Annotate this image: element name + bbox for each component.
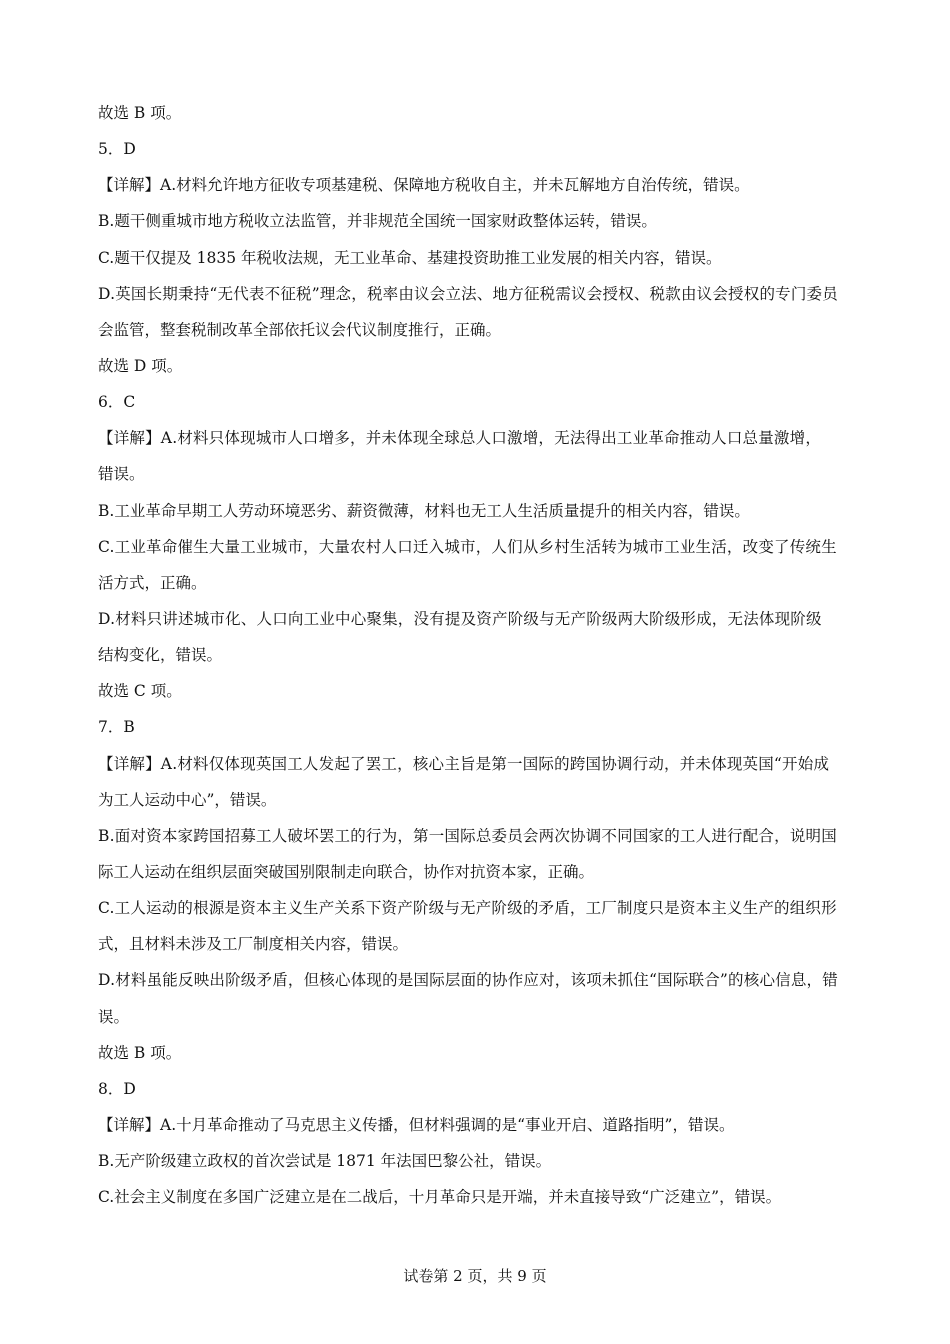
- question-answer-8: 8．D: [98, 1079, 136, 1098]
- text-line: C.工人运动的根源是资本主义生产关系下资产阶级与无产阶级的矛盾，工厂制度只是资本主义生产的组织形: [98, 899, 837, 918]
- text-line: 结构变化，错误。: [98, 646, 223, 665]
- text-line: 误。: [98, 1007, 130, 1026]
- text-line: 错误。: [98, 465, 145, 484]
- text-line: D.材料只讲述城市化、人口向工业中心聚集，没有提及资产阶级与无产阶级两大阶级形成，无法体现阶级: [98, 609, 822, 628]
- text-line: C.工业革命催生大量工业城市，大量农村人口迁入城市，人们从乡村生活转为城市工业生活，改变了传统生: [98, 537, 837, 556]
- question-answer-5: 5．D: [98, 140, 136, 159]
- text-line: 际工人运动在组织层面突破国别限制走向联合，协作对抗资本家，正确。: [98, 862, 595, 881]
- text-line: 故选 B 项。: [98, 104, 182, 122]
- text-line: 【详解】A.材料只体现城市人口增多，并未体现全球总人口激增，无法得出工业革命推动人口总量激增，: [98, 429, 822, 448]
- text-line: 【详解】A.十月革命推动了马克思主义传播，但材料强调的是“事业开启、道路指明”，错误。: [98, 1115, 735, 1134]
- text-line: D.英国长期秉持“无代表不征税”理念，税率由议会立法、地方征税需议会授权、税款由议会授权的专门委员: [98, 284, 838, 303]
- text-line: 故选 B 项。: [98, 1043, 182, 1062]
- text-line: 为工人运动中心”，错误。: [98, 790, 277, 809]
- text-line: C.社会主义制度在多国广泛建立是在二战后，十月革命只是开端，并未直接导致“广泛建立”，错误。: [98, 1188, 782, 1207]
- text-line: B.面对资本家跨国招募工人破坏罢工的行为，第一国际总委员会两次协调不同国家的工人进行配合，说明国: [98, 826, 837, 845]
- text-line: B.工业革命早期工人劳动环境恶劣、薪资微薄，材料也无工人生活质量提升的相关内容，错误。: [98, 501, 750, 520]
- text-line: B.题干侧重城市地方税收立法监管，并非规范全国统一国家财政整体运转，错误。: [98, 212, 657, 231]
- text-line: B.无产阶级建立政权的首次尝试是 1871 年法国巴黎公社，错误。: [98, 1152, 552, 1171]
- text-line: 【详解】A.材料仅体现英国工人发起了罢工，核心主旨是第一国际的跨国协调行动，并未体现英国“开始成: [98, 754, 830, 773]
- text-line: 【详解】A.材料允许地方征收专项基建税、保障地方税收自主，并未瓦解地方自治传统，错误。: [98, 176, 750, 195]
- text-line: 式，且材料未涉及工厂制度相关内容，错误。: [98, 935, 409, 954]
- page-footer: 试卷第 2 页，共 9 页: [403, 1267, 547, 1285]
- text-line: 故选 C 项。: [98, 682, 182, 701]
- text-line: 活方式，正确。: [98, 573, 207, 592]
- text-line: D.材料虽能反映出阶级矛盾，但核心体现的是国际层面的协作应对，该项未抓住“国际联合”的核心信息，错: [98, 971, 838, 990]
- question-answer-6: 6．C: [98, 393, 136, 412]
- question-answer-7: 7．B: [98, 718, 135, 737]
- text-line: 会监管，整套税制改革全部依托议会代议制度推行，正确。: [98, 320, 502, 339]
- text-line: C.题干仅提及 1835 年税收法规，无工业革命、基建投资助推工业发展的相关内容，错误。: [98, 248, 722, 267]
- answer-explanations: [98, 95, 858, 1215]
- text-line: 故选 D 项。: [98, 356, 183, 375]
